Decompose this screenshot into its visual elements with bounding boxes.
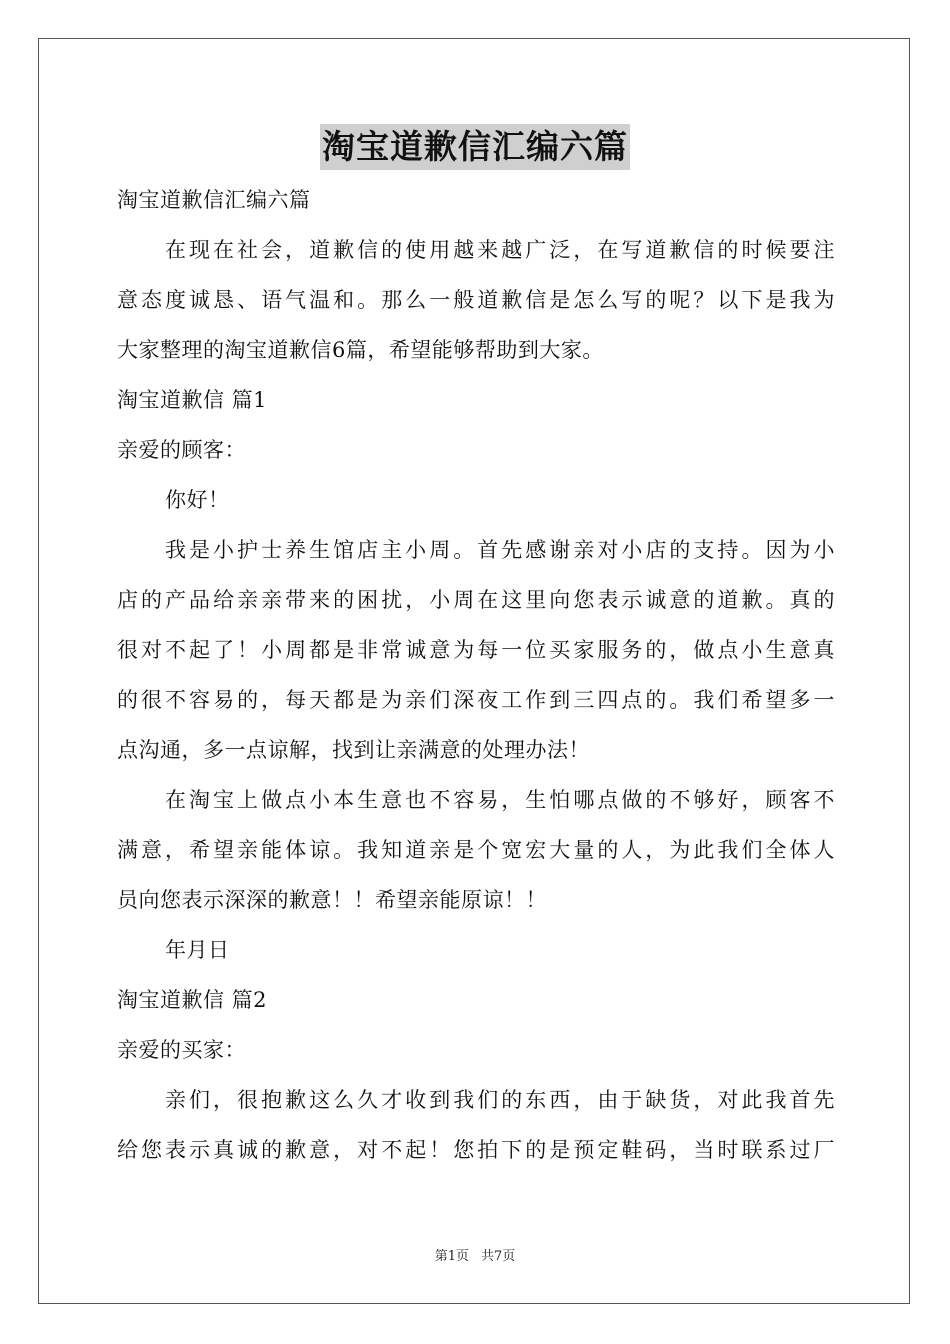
body-line: 我是小护士养生馆店主小周。首先感谢亲对小店的支持。因为小: [165, 538, 835, 562]
body-line: 亲们，很抱歉这么久才收到我们的东西，由于缺货，对此我首先: [165, 1088, 835, 1112]
body-line: 意态度诚恳、语气温和。那么一般道歉信是怎么写的呢？以下是我为: [117, 288, 835, 312]
page-number: 第1页: [434, 1249, 469, 1264]
body-line: 淘宝道歉信汇编六篇: [117, 188, 311, 212]
body-line: 大家整理的淘宝道歉信6篇，希望能够帮助到大家。: [117, 338, 604, 362]
document-body: [117, 175, 835, 1175]
body-line: 在淘宝上做点小本生意也不容易，生怕哪点做的不够好，顾客不: [165, 788, 835, 812]
date-line: 年月日: [165, 938, 230, 962]
body-line: 给您表示真诚的歉意，对不起！您拍下的是预定鞋码，当时联系过厂: [117, 1138, 835, 1162]
body-line: 点沟通，多一点谅解，找到让亲满意的处理办法！: [117, 738, 590, 762]
salutation: 亲爱的买家：: [117, 1038, 246, 1062]
document-title: 淘宝道歉信汇编六篇: [320, 124, 630, 170]
body-line: 满意，希望亲能体谅。我知道亲是个宽宏大量的人，为此我们全体人: [117, 838, 835, 862]
page-footer: [0, 1245, 950, 1264]
title-wrap: [0, 124, 950, 170]
body-line: 店的产品给亲亲带来的困扰，小周在这里向您表示诚意的道歉。真的: [117, 588, 835, 612]
body-line: 的很不容易的，每天都是为亲们深夜工作到三四点的。我们希望多一: [117, 688, 835, 712]
section-heading: 淘宝道歉信 篇1: [117, 388, 268, 412]
body-line: 很对不起了！小周都是非常诚意为每一位买家服务的，做点小生意真: [117, 638, 835, 662]
body-line: 员向您表示深深的歉意！！希望亲能原谅！！: [117, 888, 547, 912]
greeting: 你好！: [165, 488, 230, 512]
section-heading: 淘宝道歉信 篇2: [117, 988, 268, 1012]
body-line: 在现在社会，道歉信的使用越来越广泛，在写道歉信的时候要注: [165, 238, 835, 262]
page-total: 共7页: [481, 1249, 516, 1264]
salutation: 亲爱的顾客：: [117, 438, 246, 462]
